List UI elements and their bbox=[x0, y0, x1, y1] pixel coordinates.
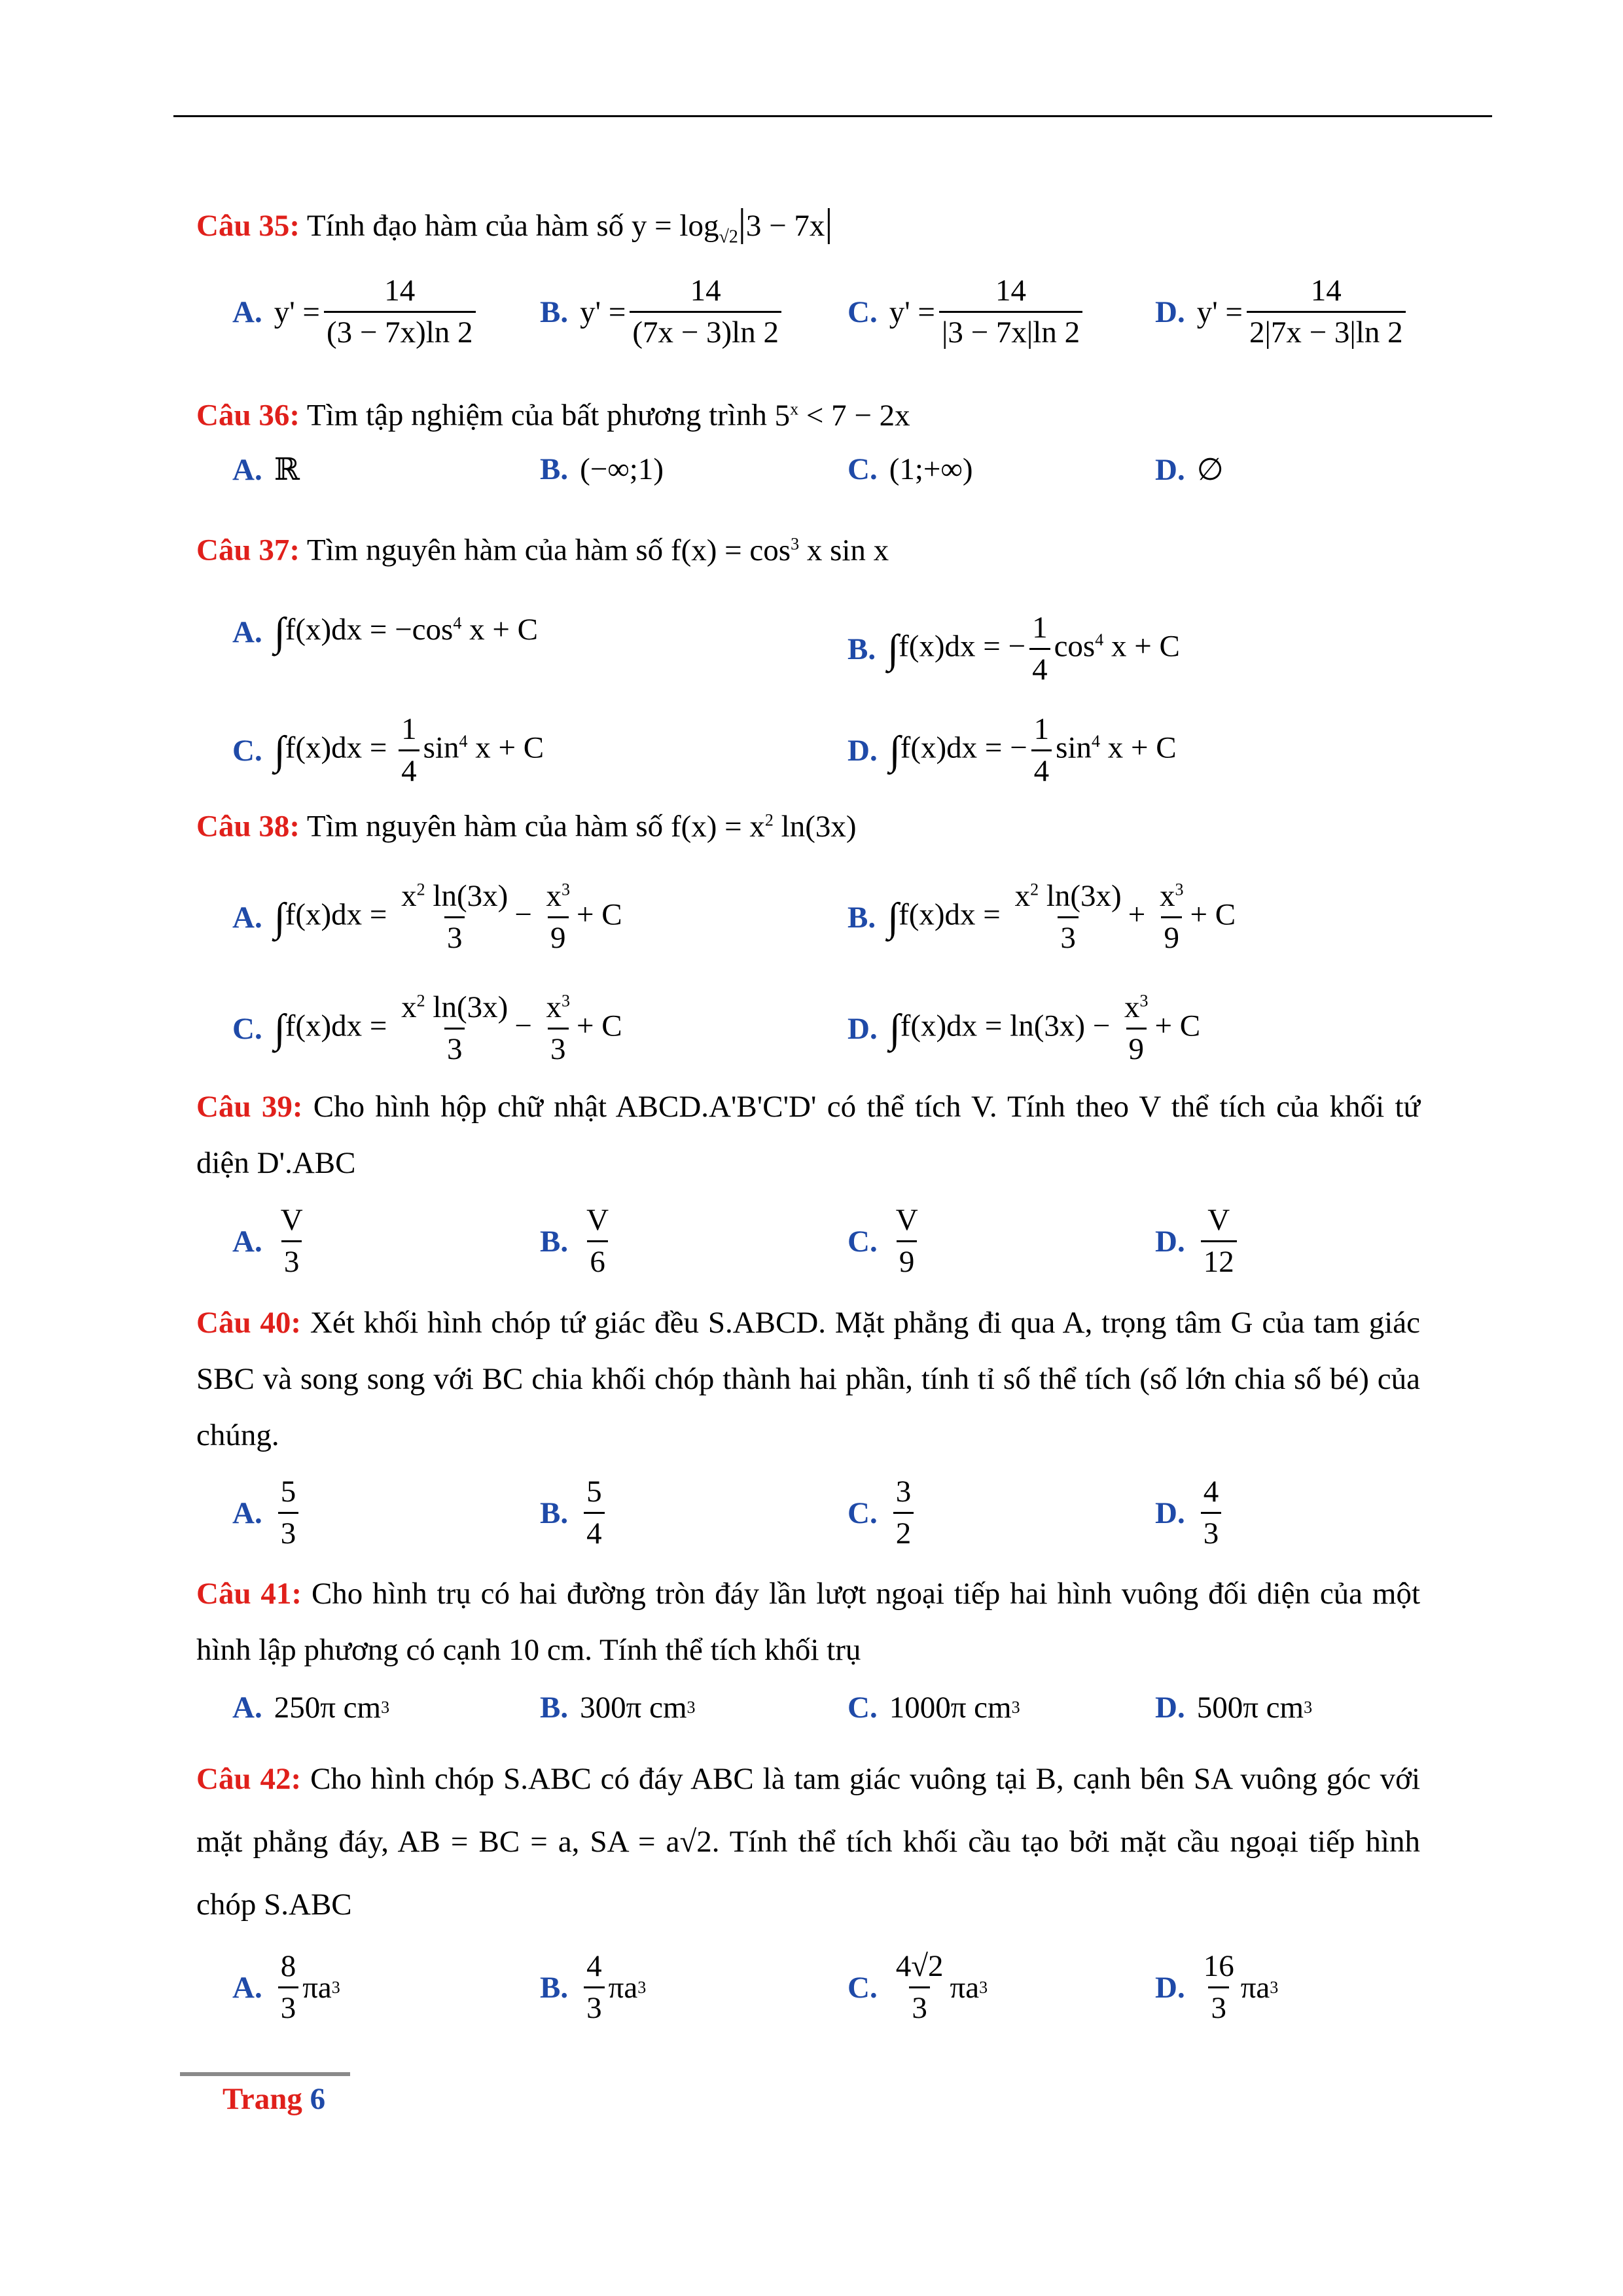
answer-36-a[interactable]: A. ℝ bbox=[232, 452, 300, 487]
answer-37-c-formula: ∫f(x)dx = $\frac{1}{4}$ $\sin^4 x + C$ bbox=[274, 712, 544, 789]
answer-37-d[interactable]: D. ∫f(x)dx = − $\frac{1}{4}$ $\sin^4 x + C$ bbox=[847, 712, 1177, 789]
answer-35-d[interactable]: D. y' = $\frac{14}{2|7x - 3|\ln 2}$ bbox=[1155, 275, 1410, 350]
answer-38-b-formula: ∫f(x)dx = $\frac{x^2 \ln(3x)}{3}$ + $\frac{x^3}{9}$ + C bbox=[887, 879, 1236, 956]
question-35-formula: $y = \log_{√2}|3 - 7x|$ bbox=[631, 201, 833, 247]
question-42-formula: AB = BC = a, SA = a√2 bbox=[397, 1825, 712, 1859]
answer-40-b[interactable]: B. $\frac{5}{4}$ bbox=[540, 1476, 609, 1551]
answer-38-c[interactable]: C. ∫f(x)dx = $\frac{x^2 \ln(3x)}{3}$ − $\frac{x^3}{3}$ + C bbox=[232, 990, 622, 1067]
question-42: Câu 42: Cho hình chóp S.ABC có đáy ABC là tam giác vuông tại B, cạnh bên SA vuông góc với mặt phẳng đáy, AB = BC = a, SA = a√2. Tính thể tích khối cầu tạo bởi mặt cầu ngoại tiếp hình chóp S.ABC bbox=[196, 1762, 1421, 1922]
answer-37-d-formula: ∫f(x)dx = − $\frac{1}{4}$ $\sin^4 x + C$ bbox=[889, 712, 1177, 789]
question-40: Câu 40: Xét khối hình chóp tứ giác đều S.ABCD. Mặt phẳng đi qua A, trọng tâm G của tam giác SBC và song song với BC chia khối chóp thành hai phần, tính tỉ số thể tích (số lớn chia số bé) của chúng. bbox=[196, 1306, 1420, 1452]
answer-36-c[interactable]: C. (1;+∞) bbox=[847, 452, 973, 486]
answer-38-d-formula: ∫f(x)dx = ln(3x) − $\frac{x^3}{9}$ + C bbox=[889, 990, 1201, 1067]
answer-35-c[interactable]: C. y' = $\frac{14}{|3 - 7x|\ln 2}$ bbox=[847, 275, 1086, 350]
question-38: Câu 38: Tìm nguyên hàm của hàm số $f(x) = x^2$ ln(3x) bbox=[196, 809, 857, 844]
page-number: 6 bbox=[310, 2082, 326, 2116]
answer-42-a[interactable]: A. $\frac{8}{3}$ πa 3 bbox=[232, 1949, 340, 2026]
answer-40-d[interactable]: D. $\frac{4}{3}$ bbox=[1155, 1476, 1225, 1551]
answer-42-b[interactable]: B. $\frac{4}{3}$ πa 3 bbox=[540, 1949, 647, 2026]
answer-35-a[interactable]: A. y' = $\frac{14}{(3 - 7x)\ln 2}$ bbox=[232, 275, 480, 350]
answer-39-c[interactable]: C. $\frac{V}{9}$ bbox=[847, 1203, 918, 1280]
header-rule bbox=[173, 115, 1492, 117]
answer-40-c[interactable]: C. $\frac{3}{2}$ bbox=[847, 1476, 918, 1551]
question-41: Câu 41: Cho hình trụ có hai đường tròn đáy lần lượt ngoại tiếp hai hình vuông đối diện của một hình lập phương có cạnh 10 cm. Tính thể tích khối trụ bbox=[196, 1577, 1420, 1667]
answer-41-a[interactable]: A. 250π cm 3 bbox=[232, 1691, 390, 1725]
answer-37-c[interactable]: C. ∫f(x)dx = $\frac{1}{4}$ $\sin^4 x + C$ bbox=[232, 712, 544, 789]
answer-39-b[interactable]: B. $\frac{V}{6}$ bbox=[540, 1203, 609, 1280]
answer-37-a-formula: $\int f(x)dx = -\cos^4$ x + C bbox=[274, 610, 538, 655]
question-36-formula: $5^x < 7 - 2x$ bbox=[774, 398, 910, 433]
answer-37-b-formula: ∫f(x)dx = − $\frac{1}{4}$ $\cos^4 x + C$ bbox=[887, 611, 1180, 687]
answer-37-a[interactable]: A. $\int f(x)dx = -\cos^4$ x + C bbox=[232, 610, 538, 655]
answer-37-b[interactable]: B. ∫f(x)dx = − $\frac{1}{4}$ $\cos^4 x + C$ bbox=[847, 611, 1180, 687]
answer-39-d[interactable]: D. $\frac{V}{12}$ bbox=[1155, 1204, 1241, 1279]
question-36: Câu 36: Tìm tập nghiệm của bất phương trình $5^x < 7 - 2x$ bbox=[196, 398, 910, 433]
page-footer: Trang 6 bbox=[223, 2082, 326, 2116]
answer-39-a[interactable]: A. $\frac{V}{3}$ bbox=[232, 1203, 303, 1280]
answer-42-c[interactable]: C. $\frac{4√2}{3}$ πa 3 bbox=[847, 1949, 988, 2026]
answer-41-b[interactable]: B. 300π cm 3 bbox=[540, 1691, 696, 1725]
question-35: Câu 35: Tính đạo hàm của hàm số $y = \log_{√2}|3 - 7x|$ bbox=[196, 201, 833, 247]
answer-35-b[interactable]: B. y' = $\frac{14}{(7x - 3)\ln 2}$ bbox=[540, 275, 785, 350]
answer-38-b[interactable]: B. ∫f(x)dx = $\frac{x^2 \ln(3x)}{3}$ + $\frac{x^3}{9}$ + C bbox=[847, 879, 1236, 956]
answer-36-d[interactable]: D. ∅ bbox=[1155, 452, 1224, 487]
answer-38-d[interactable]: D. ∫f(x)dx = ln(3x) − $\frac{x^3}{9}$ + C bbox=[847, 990, 1201, 1067]
answer-41-d[interactable]: D. 500π cm 3 bbox=[1155, 1691, 1313, 1725]
answer-40-a[interactable]: A. $\frac{5}{3}$ bbox=[232, 1476, 302, 1551]
question-39: Câu 39: Cho hình hộp chữ nhật ABCD.A'B'C'D' có thể tích V. Tính theo V thể tích của khối tứ diện D'.ABC bbox=[196, 1090, 1421, 1180]
question-37: Câu 37: Tìm nguyên hàm của hàm số $f(x) = \cos^3 x$ sin x bbox=[196, 533, 889, 567]
answer-42-d[interactable]: D. $\frac{16}{3}$ πa 3 bbox=[1155, 1949, 1279, 2026]
question-37-formula: $f(x) = \cos^3 x$ sin x bbox=[670, 533, 889, 567]
answer-38-c-formula: ∫f(x)dx = $\frac{x^2 \ln(3x)}{3}$ − $\frac{x^3}{3}$ + C bbox=[274, 990, 622, 1067]
question-38-formula: $f(x) = x^2$ ln(3x) bbox=[670, 809, 857, 844]
answer-38-a[interactable]: A. ∫f(x)dx = $\frac{x^2 \ln(3x)}{3}$ − $\frac{x^3}{9}$ + C bbox=[232, 879, 622, 956]
answer-41-c[interactable]: C. 1000π cm 3 bbox=[847, 1691, 1020, 1725]
answer-38-a-formula: ∫f(x)dx = $\frac{x^2 \ln(3x)}{3}$ − $\frac{x^3}{9}$ + C bbox=[274, 879, 622, 956]
footer-rule bbox=[180, 2072, 350, 2076]
answer-36-b[interactable]: B. (−∞;1) bbox=[540, 452, 664, 486]
